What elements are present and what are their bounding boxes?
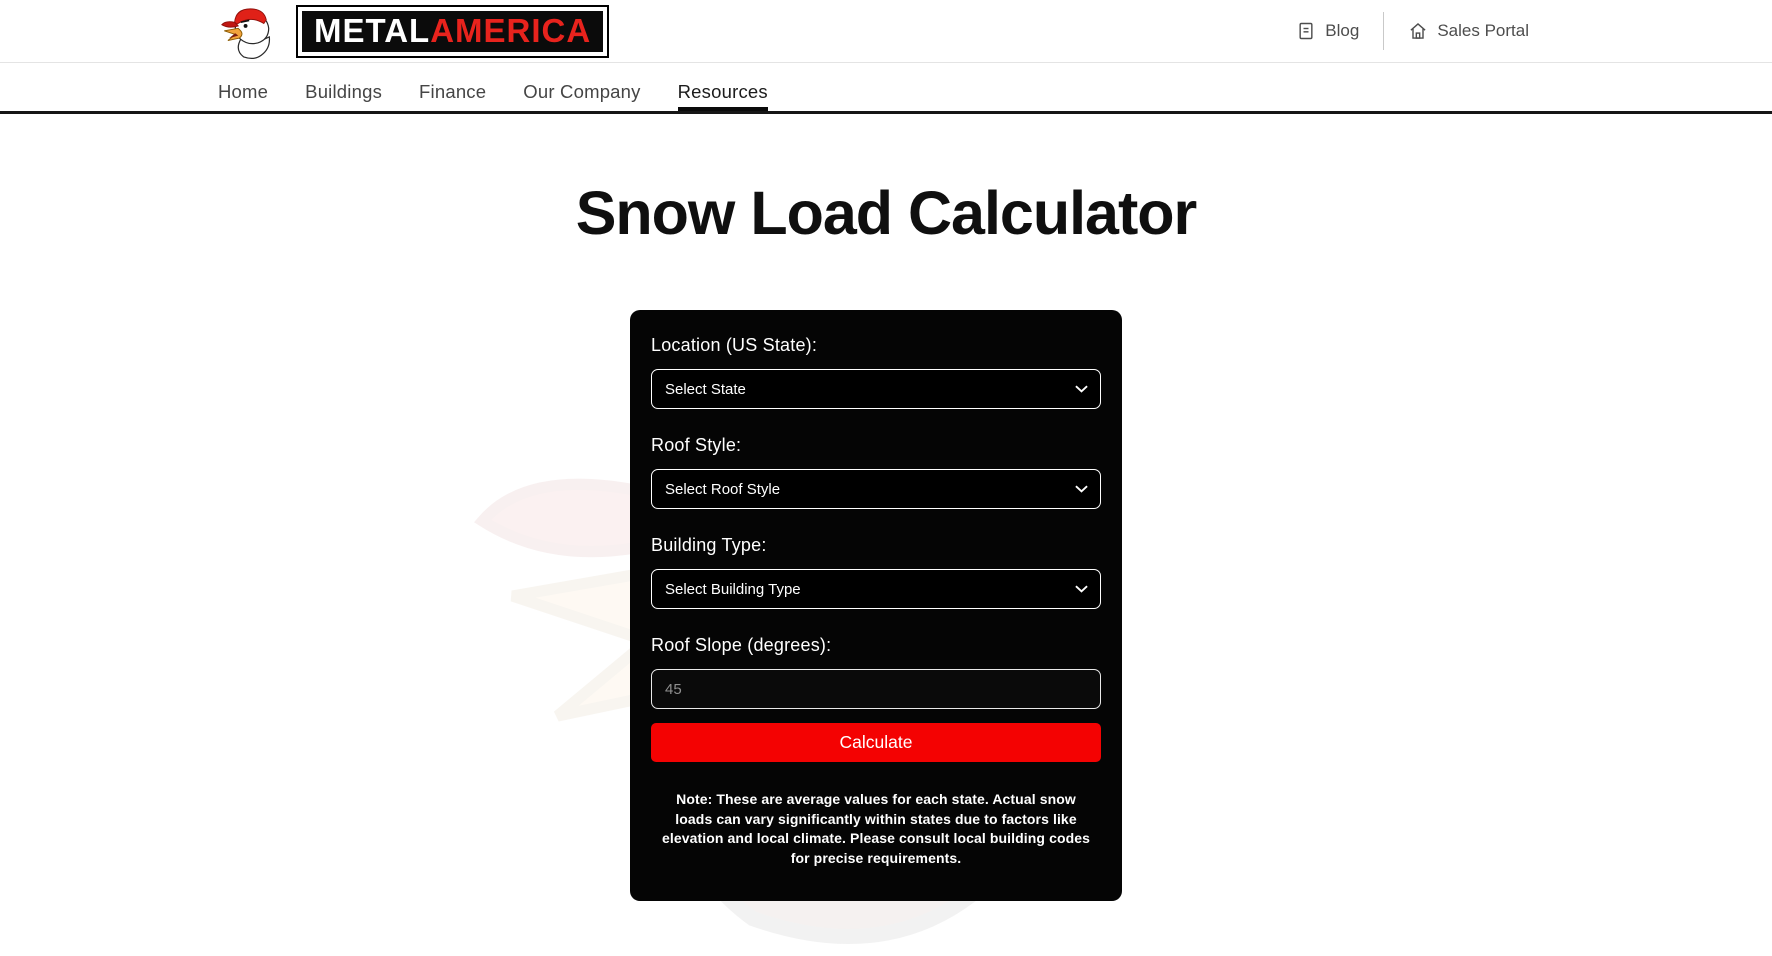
logo-text-america: AMERICA [430, 11, 592, 49]
site-header [0, 0, 1772, 62]
location-label: Location (US State): [651, 335, 818, 355]
calculate-button[interactable]: Calculate [651, 723, 1101, 762]
nav-item-finance[interactable]: Finance [419, 81, 487, 102]
blog-link[interactable] [1296, 21, 1359, 41]
nav-item-home[interactable]: Home [218, 81, 269, 102]
snow-load-calculator-card [630, 310, 1122, 901]
header-utility-links [1296, 0, 1529, 62]
page-title: Snow Load Calculator [575, 179, 1197, 247]
nav-item-our-company[interactable]: Our Company [523, 81, 641, 102]
metal-america-logo [296, 5, 609, 58]
chevron-down-icon [1075, 485, 1088, 493]
roof-slope-input[interactable] [651, 669, 1101, 709]
roof-style-label: Roof Style: [651, 435, 742, 455]
nav-item-resources[interactable]: Resources [678, 81, 768, 111]
state-select-value: Select State [665, 380, 746, 398]
roof-style-select[interactable] [651, 469, 1101, 509]
document-icon [1296, 21, 1316, 41]
chevron-down-icon [1075, 385, 1088, 393]
main-content [0, 176, 1772, 901]
brand-logo-link[interactable] [216, 0, 609, 62]
sales-portal-link-label: Sales Portal [1437, 21, 1529, 40]
eagle-mascot-icon [216, 4, 280, 60]
building-type-label: Building Type: [651, 535, 767, 555]
chevron-down-icon [1075, 585, 1088, 593]
nav-item-buildings[interactable]: Buildings [305, 81, 383, 102]
field-roof-slope [651, 635, 1101, 709]
header-divider [1383, 12, 1384, 50]
main-navigation [0, 62, 1772, 114]
logo-text-metal: METAL [314, 11, 431, 49]
field-roof-style [651, 435, 1101, 509]
building-type-select[interactable] [651, 569, 1101, 609]
state-select[interactable] [651, 369, 1101, 409]
roof-slope-label: Roof Slope (degrees): [651, 635, 832, 655]
field-location [651, 335, 1101, 409]
roof-style-select-value: Select Roof Style [665, 480, 781, 498]
building-type-select-value: Select Building Type [665, 580, 801, 598]
blog-link-label: Blog [1325, 21, 1360, 40]
calculator-note: Note: These are average values for each state. Actual snow loads can vary significantly within states due to factors like elevation and local climate. Please consult local building codes for precise requirements. [661, 791, 1091, 866]
field-building-type [651, 535, 1101, 609]
home-icon [1408, 21, 1428, 41]
sales-portal-link[interactable] [1408, 21, 1529, 41]
